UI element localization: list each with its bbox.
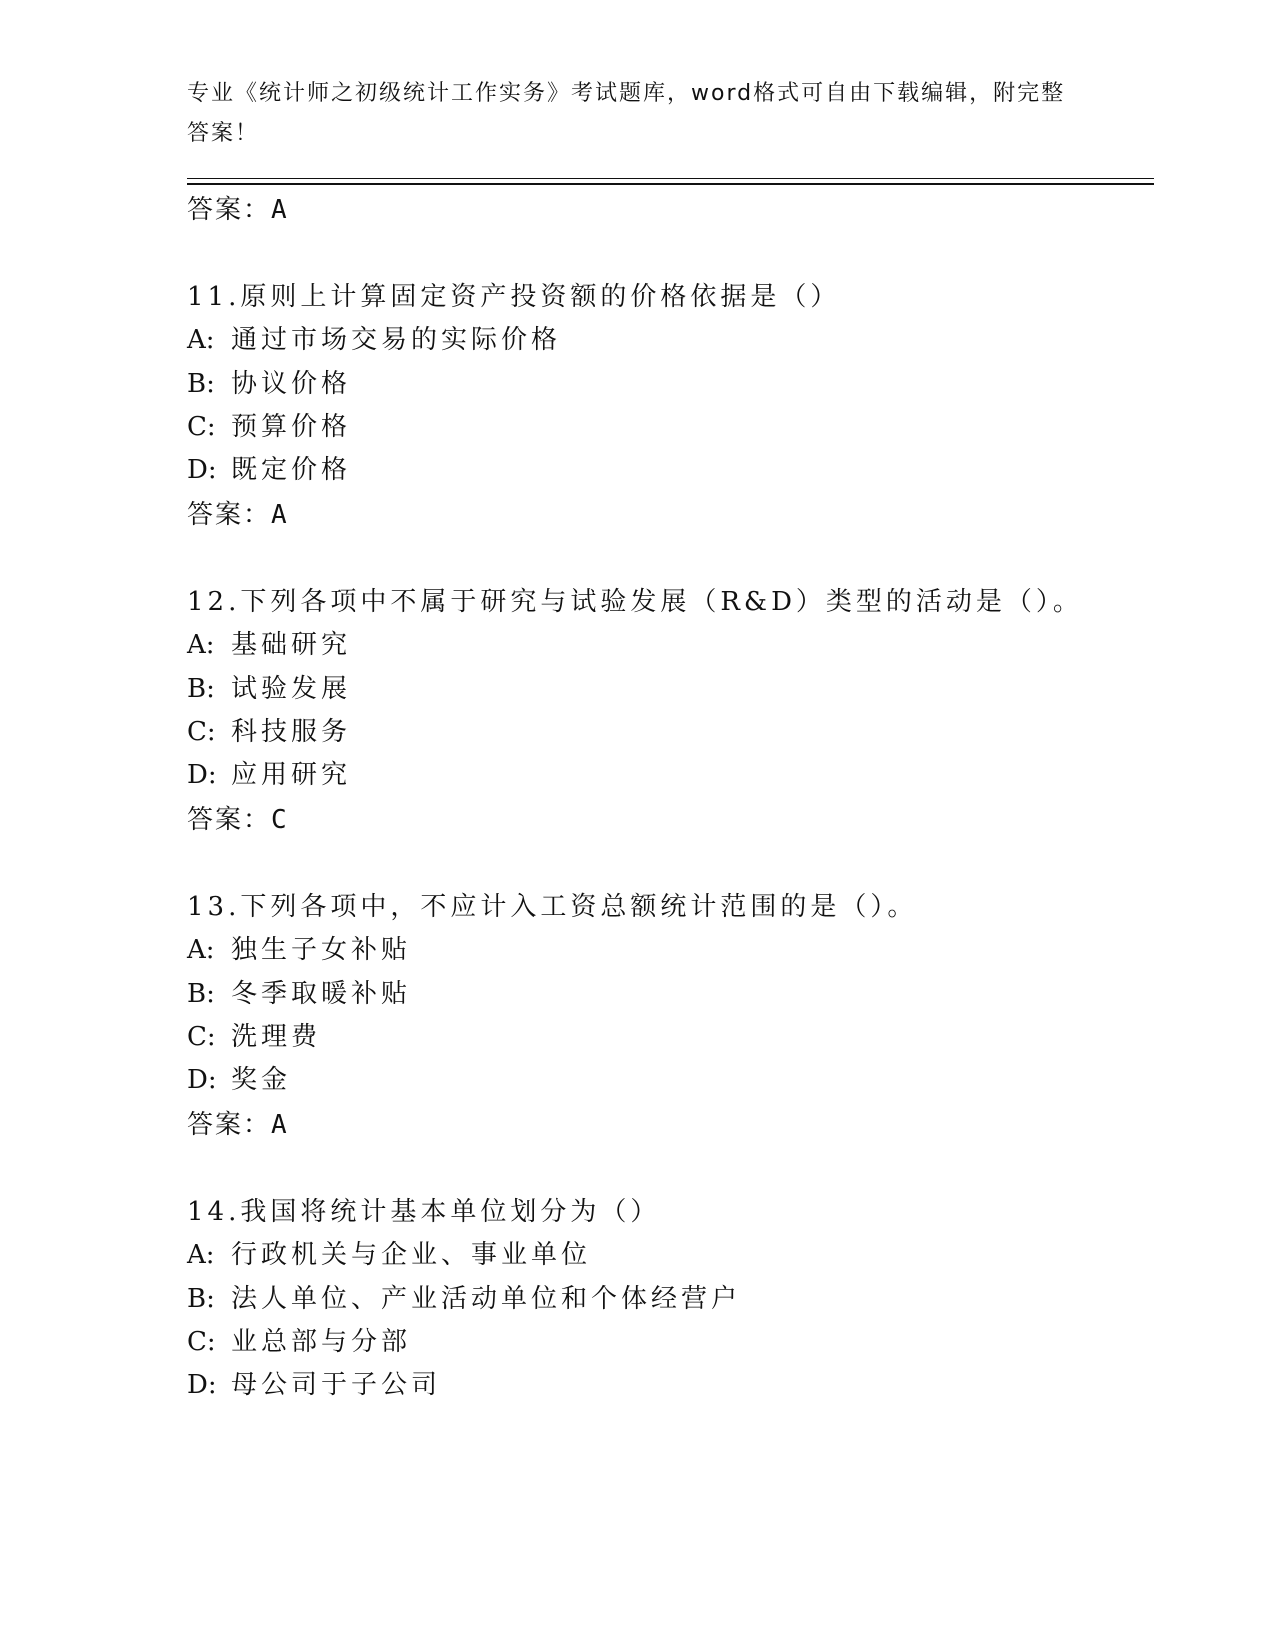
- option-d: [187, 1367, 441, 1403]
- option-key: B:: [187, 369, 215, 399]
- option-a: [187, 322, 561, 358]
- document-header: 专业《统计师之初级统计工作实务》考试题库，word格式可自由下载编辑，附完整答案！: [187, 81, 1066, 146]
- question-text: 下列各项中不属于研究与试验发展（R&D）类型的活动是（）。: [240, 587, 1083, 617]
- option-b: [187, 671, 351, 707]
- option-text: 基础研究: [231, 630, 352, 660]
- option-key: C:: [187, 1022, 216, 1052]
- option-key: B:: [187, 979, 215, 1009]
- option-text: 行政机关与企业、事业单位: [231, 1240, 592, 1270]
- option-key: A:: [187, 325, 215, 355]
- answer-line: [187, 497, 289, 533]
- option-key: A:: [187, 630, 215, 660]
- answer-value: A: [271, 195, 289, 225]
- question-text: 我国将统计基本单位划分为（）: [240, 1197, 661, 1227]
- question-text: 原则上计算固定资产投资额的价格依据是（）: [240, 282, 841, 312]
- option-text: 科技服务: [231, 717, 352, 747]
- option-text: 预算价格: [231, 412, 352, 442]
- option-key: C:: [187, 1327, 216, 1357]
- option-text: 独生子女补贴: [231, 935, 412, 965]
- question-11: [187, 279, 840, 315]
- option-a: [187, 627, 351, 663]
- option-key: C:: [187, 717, 216, 747]
- option-d: [187, 1062, 291, 1098]
- answer-label: 答案：: [187, 1110, 272, 1140]
- option-c: [187, 1019, 321, 1055]
- option-key: B:: [187, 674, 215, 704]
- question-number: 14.: [187, 1197, 241, 1227]
- question-12: [187, 584, 1083, 620]
- option-text: 奖金: [231, 1065, 292, 1095]
- option-text: 法人单位、产业活动单位和个体经营户: [231, 1284, 742, 1314]
- option-d: [187, 452, 351, 488]
- question-13: [187, 889, 917, 925]
- option-b: [187, 1281, 741, 1317]
- option-text: 试验发展: [231, 674, 352, 704]
- option-c: [187, 1324, 411, 1360]
- option-b: [187, 366, 351, 402]
- question-number: 11.: [187, 282, 241, 312]
- answer-value: A: [271, 500, 289, 530]
- answer-value: A: [271, 1110, 289, 1140]
- answer-value: C: [271, 805, 289, 835]
- option-text: 协议价格: [231, 369, 352, 399]
- option-c: [187, 714, 351, 750]
- option-key: B:: [187, 1284, 215, 1314]
- option-text: 母公司于子公司: [231, 1370, 442, 1400]
- option-b: [187, 976, 411, 1012]
- option-text: 应用研究: [231, 760, 352, 790]
- option-key: A:: [187, 935, 215, 965]
- option-d: [187, 757, 351, 793]
- question-text: 下列各项中，不应计入工资总额统计范围的是（）。: [240, 892, 918, 922]
- option-key: A:: [187, 1240, 215, 1270]
- option-text: 通过市场交易的实际价格: [231, 325, 562, 355]
- option-a: [187, 1237, 591, 1273]
- header-divider-thick: [187, 183, 1154, 185]
- question-number: 12.: [187, 587, 241, 617]
- option-c: [187, 409, 351, 445]
- option-key: D:: [187, 1370, 217, 1400]
- answer-label: 答案：: [187, 805, 272, 835]
- header-divider-thin: [187, 178, 1154, 179]
- option-text: 洗理费: [231, 1022, 322, 1052]
- question-14: [187, 1194, 660, 1230]
- option-a: [187, 932, 411, 968]
- option-text: 业总部与分部: [231, 1327, 412, 1357]
- option-text: 既定价格: [231, 455, 352, 485]
- answer-line: [187, 802, 289, 838]
- answer-line: [187, 1107, 289, 1143]
- question-number: 13.: [187, 892, 241, 922]
- option-key: D:: [187, 455, 217, 485]
- option-key: D:: [187, 760, 217, 790]
- option-text: 冬季取暖补贴: [231, 979, 412, 1009]
- option-key: D:: [187, 1065, 217, 1095]
- answer-label: 答案：: [187, 195, 272, 225]
- option-key: C:: [187, 412, 216, 442]
- answer-label: 答案：: [187, 500, 272, 530]
- answer-line: [187, 192, 289, 228]
